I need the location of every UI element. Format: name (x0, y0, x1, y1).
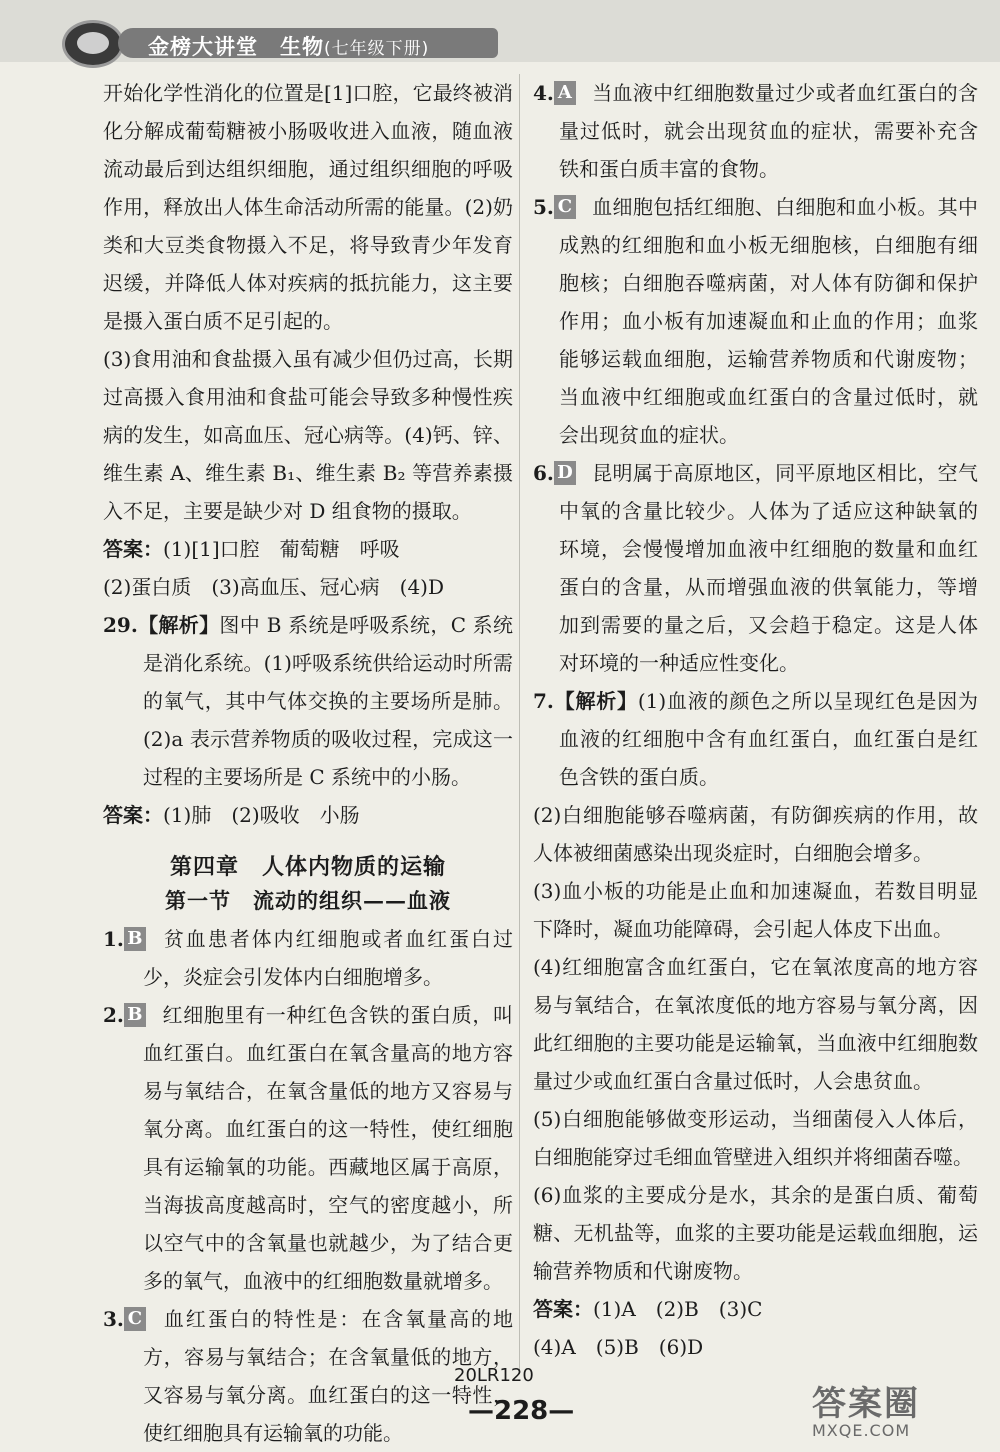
question-number: 29. (103, 613, 138, 637)
question-1 (103, 920, 513, 996)
analysis-text-5: (5)白细胞能够做变形运动，当细菌侵入人体后，白细胞能穿过毛细血管壁进入组织并将细菌吞噬。 (533, 1107, 978, 1169)
right-column (533, 74, 978, 1366)
answer-text: (1)肺 (2)吸收 小肠 (163, 803, 360, 827)
question-number: 2. (103, 1003, 124, 1027)
answer-line-1: (1)A (2)B (3)C (593, 1297, 763, 1321)
question-text: 昆明属于高原地区，同平原地区相比，空气中氧的含量比较少。人体为了适应这种缺氧的环境，会慢慢增加血液中红细胞的数量和血红蛋白的含量，从而增强血液的供氧能力，等增加到需要的量之后，又会趋于稳定。这是人体对环境的一种适应性变化。 (559, 461, 978, 675)
question-text: 图中 B 系统是呼吸系统，C 系统是消化系统。(1)呼吸系统供给运动时所需的氧气，其中气体交换的主要场所是肺。(2)a 表示营养物质的吸收过程，完成这一过程的主要场所是 C 系统中的小肠。 (143, 613, 514, 789)
question-text: 血细胞包括红细胞、白细胞和血小板。其中成熟的红细胞和血小板无细胞核，白细胞有细胞核；白细胞吞噬病菌，对人体有防御和保护作用；血小板有加速凝血和止血的作用；血浆能够运载血细胞，运输营养物质和代谢废物；当血液中红细胞或血红蛋白的含量过低时，就会出现贫血的症状。 (559, 195, 978, 447)
question-29 (103, 606, 513, 796)
column-divider (519, 74, 520, 1374)
print-code: 20LR120 (454, 1365, 534, 1386)
answer-block-29 (103, 796, 513, 834)
question-2 (103, 996, 513, 1300)
question-number: 3. (103, 1307, 124, 1331)
answer-option-badge: B (124, 927, 146, 951)
left-column (103, 74, 513, 1452)
analysis-text-1: (1)血液的颜色之所以呈现红色是因为血液的红细胞中含有血红蛋白，血红蛋白是红色含铁的蛋白质。 (559, 689, 978, 789)
answer-block-28 (103, 530, 513, 568)
question-number: 5. (533, 195, 554, 219)
analysis-text-6: (6)血浆的主要成分是水，其余的是蛋白质、葡萄糖、无机盐等，血浆的主要功能是运载血细胞，运输营养物质和代谢废物。 (533, 1183, 978, 1283)
question-4 (533, 74, 978, 188)
answer-label: 答案： (103, 803, 163, 827)
question-text: 血红蛋白的特性是：在含氧量高的地方，容易与氧结合；在含氧量低的地方，又容易与氧分离。血红蛋白的这一特性，使红细胞具有运输氧的功能。 (143, 1307, 513, 1445)
header-subtitle: (七年级下册) (324, 39, 430, 59)
answer-line-2: (2)蛋白质 (3)高血压、冠心病 (4)D (103, 575, 445, 599)
left-paragraph-1: 开始化学性消化的位置是[1]口腔，它最终被消化分解成葡萄糖被小肠吸收进入血液，随血液流动最后到达组织细胞，通过组织细胞的呼吸作用，释放出人体生命活动所需的能量。(2)奶类和大豆类食物摄入不足，将导致青少年发育迟缓，并降低人体对疾病的抵抗能力，这主要是摄入蛋白质不足引起的。 (103, 81, 513, 333)
question-7 (533, 682, 978, 796)
answer-line-2: (4)A (5)B (6)D (533, 1335, 704, 1359)
question-number: 7. (533, 689, 554, 713)
question-number: 6. (533, 461, 554, 485)
page-header (0, 0, 1000, 62)
answer-option-badge: C (124, 1307, 146, 1331)
watermark-logo (812, 1386, 988, 1442)
answer-label: 答案： (533, 1297, 593, 1321)
answer-option-badge: B (124, 1003, 146, 1027)
question-text: 贫血患者体内红细胞或者血红蛋白过少，炎症会引发体内白细胞增多。 (143, 927, 513, 989)
question-3 (103, 1300, 513, 1452)
answer-line-1: (1)[1]口腔 葡萄糖 呼吸 (163, 537, 400, 561)
question-number: 4. (533, 81, 554, 105)
page-number: —228— (468, 1396, 575, 1426)
answer-option-badge: A (554, 81, 576, 105)
chapter-title: 第四章 人体内物质的运输 (169, 854, 446, 880)
analysis-label: 【解析】 (137, 613, 220, 637)
analysis-text-2: (2)白细胞能够吞噬病菌，有防御疾病的作用，故人体被细菌感染出现炎症时，白细胞会增多。 (533, 803, 978, 865)
analysis-text-4: (4)红细胞富含血红蛋白，它在氧浓度高的地方容易与氧结合，在氧浓度低的地方容易与氧分离，因此红细胞的主要功能是运输氧，当血液中红细胞数量过少或血红蛋白含量过低时，人会患贫血。 (533, 955, 978, 1093)
analysis-label: 【解析】 (553, 689, 638, 713)
header-title: 金榜大讲堂 生物(七年级下册) (148, 35, 430, 59)
question-text: 当血液中红细胞数量过少或者血红蛋白的含量过低时，就会出现贫血的症状，需要补充含铁和蛋白质丰富的食物。 (559, 81, 978, 181)
watermark-title: 答案圈 (812, 1384, 920, 1424)
answer-block-7 (533, 1290, 978, 1328)
analysis-text-3: (3)血小板的功能是止血和加速凝血，若数目明显下降时，凝血功能障碍，会引起人体皮下出血。 (533, 879, 978, 941)
watermark-url: MXQE.COM (812, 1421, 911, 1440)
question-number: 1. (103, 927, 124, 951)
question-text: 红细胞里有一种红色含铁的蛋白质，叫血红蛋白。血红蛋白在氧含量高的地方容易与氧结合，在氧含量低的地方又容易与氧分离。血红蛋白的这一特性，使红细胞具有运输氧的功能。西藏地区属于高原，当海拔高度越高时，空气的密度越小，所以空气中的含氧量也就越少，为了结合更多的氧气，血液中的红细胞数量就增多。 (143, 1003, 513, 1293)
left-paragraph-2: (3)食用油和食盐摄入虽有减少但仍过高，长期过高摄入食用油和食盐可能会导致多种慢性疾病的发生，如高血压、冠心病等。(4)钙、锌、维生素 A、维生素 B₁、维生素 B₂ 等营养素摄入不足，主要是缺少对 D 组食物的摄取。 (103, 347, 513, 523)
answer-option-badge: D (554, 461, 576, 485)
question-6 (533, 454, 978, 682)
section-title: 第一节 流动的组织——血液 (165, 888, 451, 913)
book-logo-icon (62, 20, 124, 68)
answer-label: 答案： (103, 537, 163, 561)
question-5 (533, 188, 978, 454)
answer-option-badge: C (554, 195, 576, 219)
